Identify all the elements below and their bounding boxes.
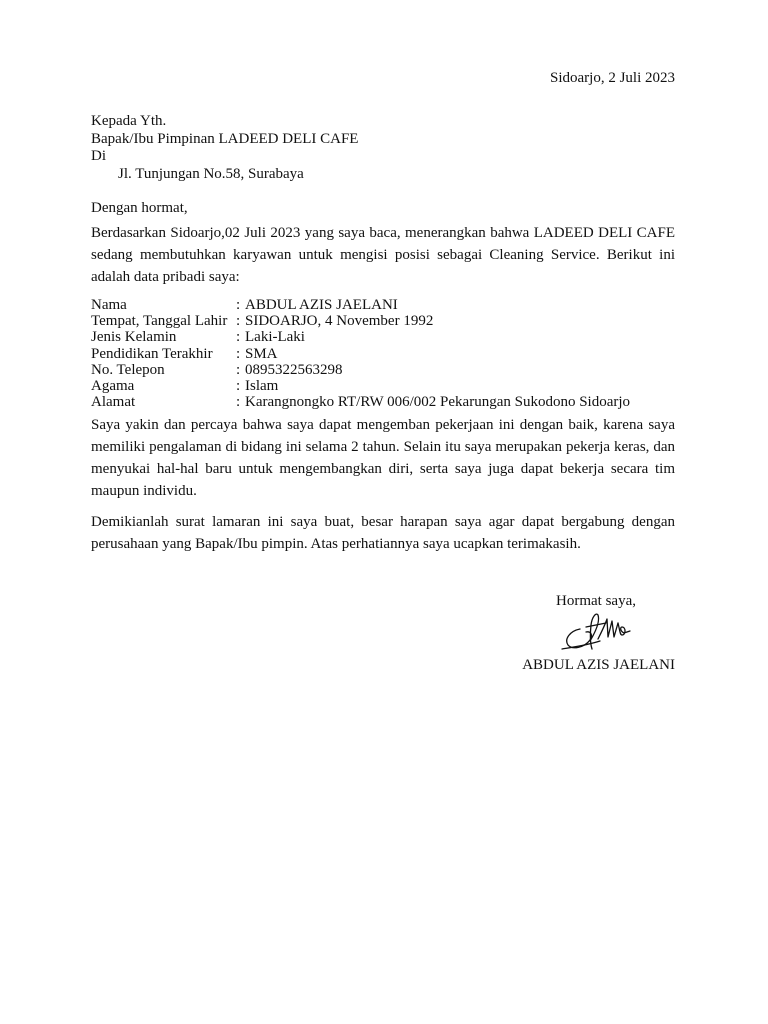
personal-data-separator: : bbox=[236, 378, 241, 395]
personal-data-row bbox=[91, 346, 630, 362]
paragraph-closing: Demikianlah surat lamaran ini saya buat, besar harapan saya agar dapat bergabung dengan perusahaan yang Bapak/Ibu pimpin. Atas perhatiannya saya ucapkan terimakasih. bbox=[91, 514, 675, 552]
personal-data-label: Tempat, Tanggal Lahir bbox=[91, 313, 228, 330]
personal-data-separator: : bbox=[236, 394, 241, 411]
personal-data-row bbox=[91, 362, 630, 378]
personal-data-label: Alamat bbox=[91, 394, 136, 411]
personal-data-value: Islam bbox=[245, 378, 279, 395]
personal-data-value: SIDOARJO, 4 November 1992 bbox=[245, 313, 434, 330]
personal-data-label: Jenis Kelamin bbox=[91, 329, 177, 346]
personal-data-row bbox=[91, 378, 630, 394]
personal-data-separator: : bbox=[236, 345, 241, 362]
personal-data-separator: : bbox=[236, 297, 241, 313]
paragraph-intro: Berdasarkan Sidoarjo,02 Juli 2023 yang saya baca, menerangkan bahwa LADEED DELI CAFE sedang membutuhkan karyawan untuk mengisi posisi sebagai Cleaning Service. Berikut ini adalah data pribadi saya: bbox=[91, 225, 675, 285]
closing-salutation: Hormat saya, bbox=[556, 593, 636, 609]
personal-data-table bbox=[91, 297, 630, 410]
recipient-address: Jl. Tunjungan No.58, Surabaya bbox=[118, 165, 304, 182]
personal-data-value: SMA bbox=[245, 345, 278, 362]
signer-name: ABDUL AZIS JAELANI bbox=[522, 657, 675, 673]
signature-image bbox=[560, 611, 634, 655]
recipient-di: Di bbox=[91, 148, 106, 164]
personal-data-value: ABDUL AZIS JAELANI bbox=[245, 297, 398, 313]
personal-data-separator: : bbox=[236, 361, 241, 378]
personal-data-row bbox=[91, 313, 630, 329]
recipient-salutation: Kepada Yth. bbox=[91, 113, 167, 129]
place-date: Sidoarjo, 2 Juli 2023 bbox=[549, 70, 675, 86]
personal-data-separator: : bbox=[236, 313, 241, 330]
personal-data-value: 0895322563298 bbox=[245, 361, 343, 378]
personal-data-separator: : bbox=[236, 329, 241, 346]
personal-data-row bbox=[91, 394, 630, 410]
personal-data-label: No. Telepon bbox=[91, 361, 165, 378]
recipient-block bbox=[91, 113, 675, 183]
personal-data-label: Agama bbox=[91, 378, 135, 395]
personal-data-value: Laki-Laki bbox=[245, 329, 305, 346]
paragraph-experience: Saya yakin dan percaya bahwa saya dapat mengemban pekerjaan ini dengan baik, karena saya memiliki pengalaman di bidang ini selama 2 tahun. Selain itu saya merupakan pekerja keras, dan menyukai hal-hal baru untuk mengembangkan diri, serta saya juga dapat bekerja secara tim maupun individu. bbox=[91, 417, 675, 499]
personal-data-label: Nama bbox=[91, 297, 127, 313]
recipient-name: Bapak/Ibu Pimpinan LADEED DELI CAFE bbox=[91, 130, 359, 147]
personal-data-value: Karangnongko RT/RW 006/002 Pekarungan Sukodono Sidoarjo bbox=[245, 394, 631, 411]
greeting: Dengan hormat, bbox=[91, 200, 188, 216]
personal-data-row bbox=[91, 297, 630, 313]
personal-data-row bbox=[91, 329, 630, 345]
personal-data-label: Pendidikan Terakhir bbox=[91, 345, 213, 362]
